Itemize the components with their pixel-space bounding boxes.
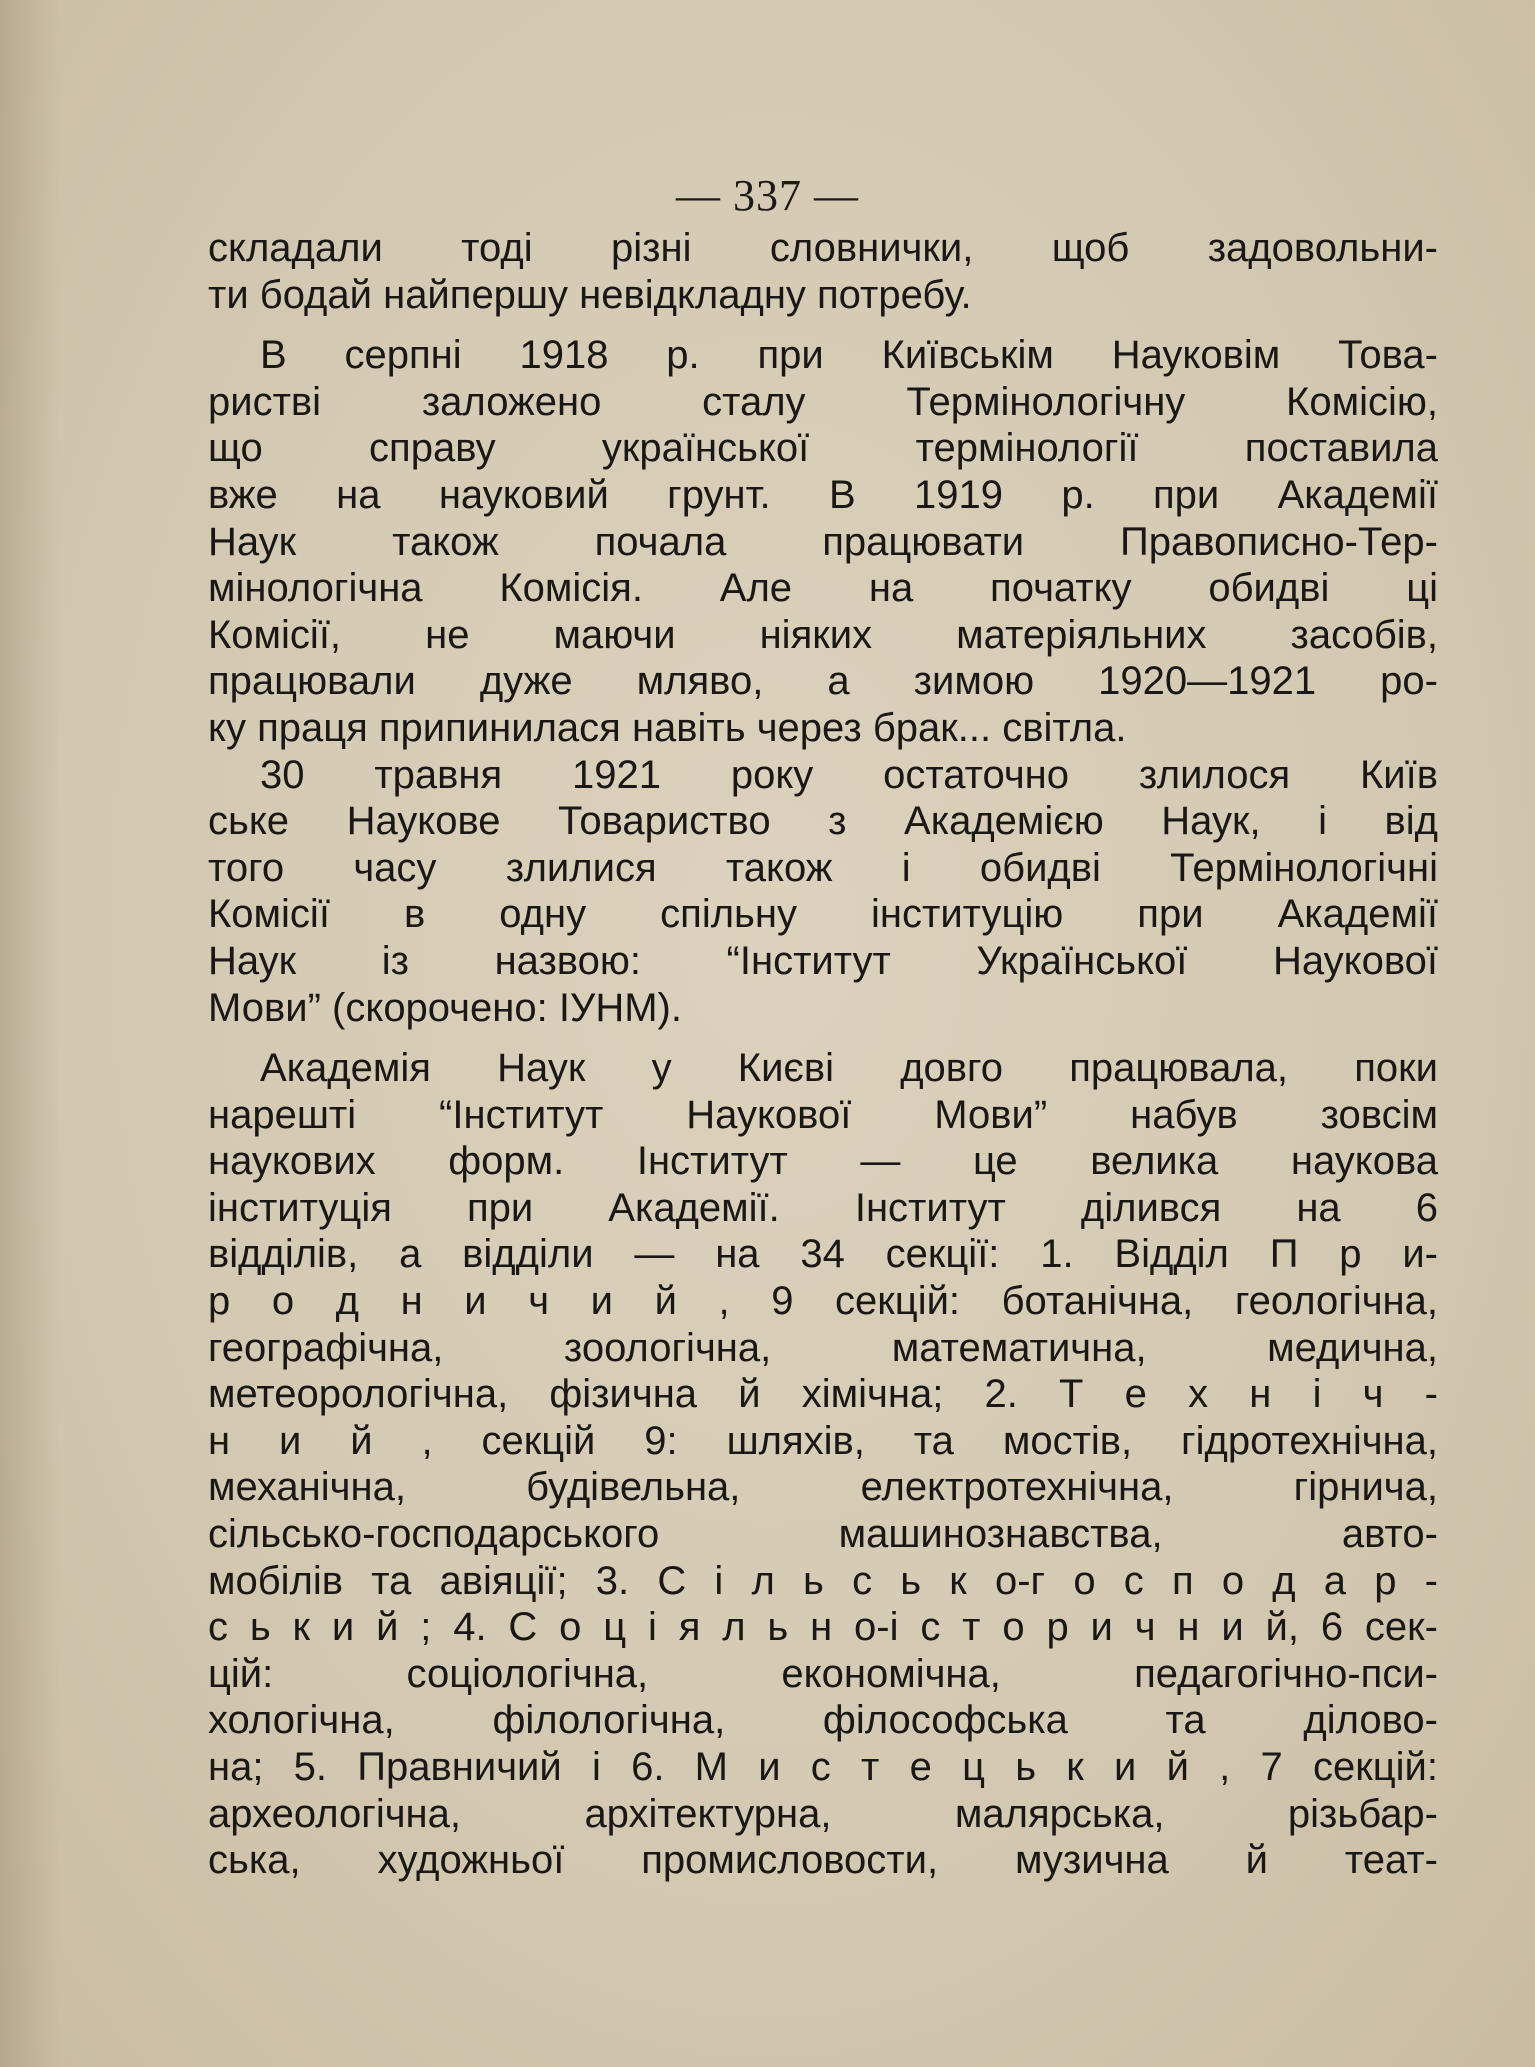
text-line: на; 5. Правничий і 6. М и с т е ц ь к и й , 7 секцій:	[208, 1745, 1438, 1789]
text-line: ська, художньої промисловости, музична й теат-	[208, 1838, 1438, 1883]
text-line: Комісії, не маючи ніяких матеріяльних засобів,	[208, 612, 1438, 657]
text-line: н и й , секцій 9: шляхів, та мостів, гідротехнічна,	[208, 1418, 1438, 1463]
text-line: що справу української термінології поставила	[208, 426, 1438, 471]
text-line: ристві заложено сталу Термінологічну Комісію,	[208, 379, 1438, 424]
text-line: археологічна, архітектурна, малярська, різьбар-	[208, 1791, 1438, 1836]
text-line: хологічна, філологічна, філософська та ділово-	[208, 1698, 1438, 1743]
paragraph-3	[208, 752, 1438, 1032]
text-line: вже на науковий грунт. В 1919 р. при Академії	[208, 472, 1438, 517]
page-body-text	[208, 225, 1438, 1884]
text-line: Наук із назвою: “Інститут Української Наукової	[208, 938, 1438, 983]
page-shadow	[0, 0, 60, 2067]
text-line: Наук також почала працювати Правописно-Тер-	[208, 519, 1438, 564]
text-line: нарешті “Інститут Наукової Мови” набув зовсім	[208, 1092, 1438, 1137]
text-line: ку праця припинилася навіть через брак... світла.	[208, 705, 1127, 750]
text-line: Академія Наук у Києві довго працювала, поки	[260, 1046, 1438, 1091]
text-line: р о д н и ч и й , 9 секцій: ботанічна, геологічна,	[208, 1279, 1438, 1324]
text-line: складали тоді різні словнички, щоб задовольни-	[208, 226, 1438, 270]
page-number: — 337 —	[676, 171, 859, 220]
text-line: В серпні 1918 р. при Київськім Науковім Това-	[260, 333, 1438, 378]
text-line: відділів, а відділи — на 34 секції: 1. Відділ П р и-	[208, 1232, 1438, 1277]
text-line: 30 травня 1921 року остаточно злилося Київ	[260, 752, 1438, 797]
text-line: механічна, будівельна, електротехнічна, гірнича,	[208, 1465, 1438, 1510]
paragraph-4	[208, 1045, 1438, 1884]
text-line: працювали дуже мляво, а зимою 1920—1921 ро-	[208, 659, 1438, 704]
text-line: мобілів та авіяції; 3. С і л ь с ь к о-г о с п о д а р -	[208, 1558, 1438, 1603]
paragraph-2	[208, 332, 1438, 751]
text-line: інституція при Академії. Інститут ділився на 6	[208, 1185, 1438, 1230]
text-line: Комісії в одну спільну інституцію при Академії	[208, 892, 1438, 937]
text-line: ти бодай найпершу невідкладну потребу.	[208, 272, 972, 317]
text-line: наукових форм. Інститут — це велика наукова	[208, 1139, 1438, 1184]
text-line: Мови” (скорочено: ІУНМ).	[208, 985, 682, 1030]
text-line: того часу злилися також і обидві Термінологічні	[208, 845, 1438, 890]
text-line: мінологічна Комісія. Але на початку обидві ці	[208, 566, 1438, 611]
text-line: с ь к и й ; 4. С о ц і я л ь н о-і с т о р и ч н и й, 6 сек-	[208, 1605, 1438, 1650]
text-line: сільсько-господарського машинознавства, авто-	[208, 1512, 1438, 1557]
text-line: географічна, зоологічна, математична, медична,	[208, 1325, 1438, 1370]
paragraph-1	[208, 225, 1438, 318]
text-line: метеорологічна, фізична й хімічна; 2. Т е х н і ч -	[208, 1372, 1438, 1417]
text-line: ське Наукове Товариство з Академією Наук, і від	[208, 799, 1438, 844]
text-line: цій: соціологічна, економічна, педагогічно-пси-	[208, 1651, 1438, 1696]
